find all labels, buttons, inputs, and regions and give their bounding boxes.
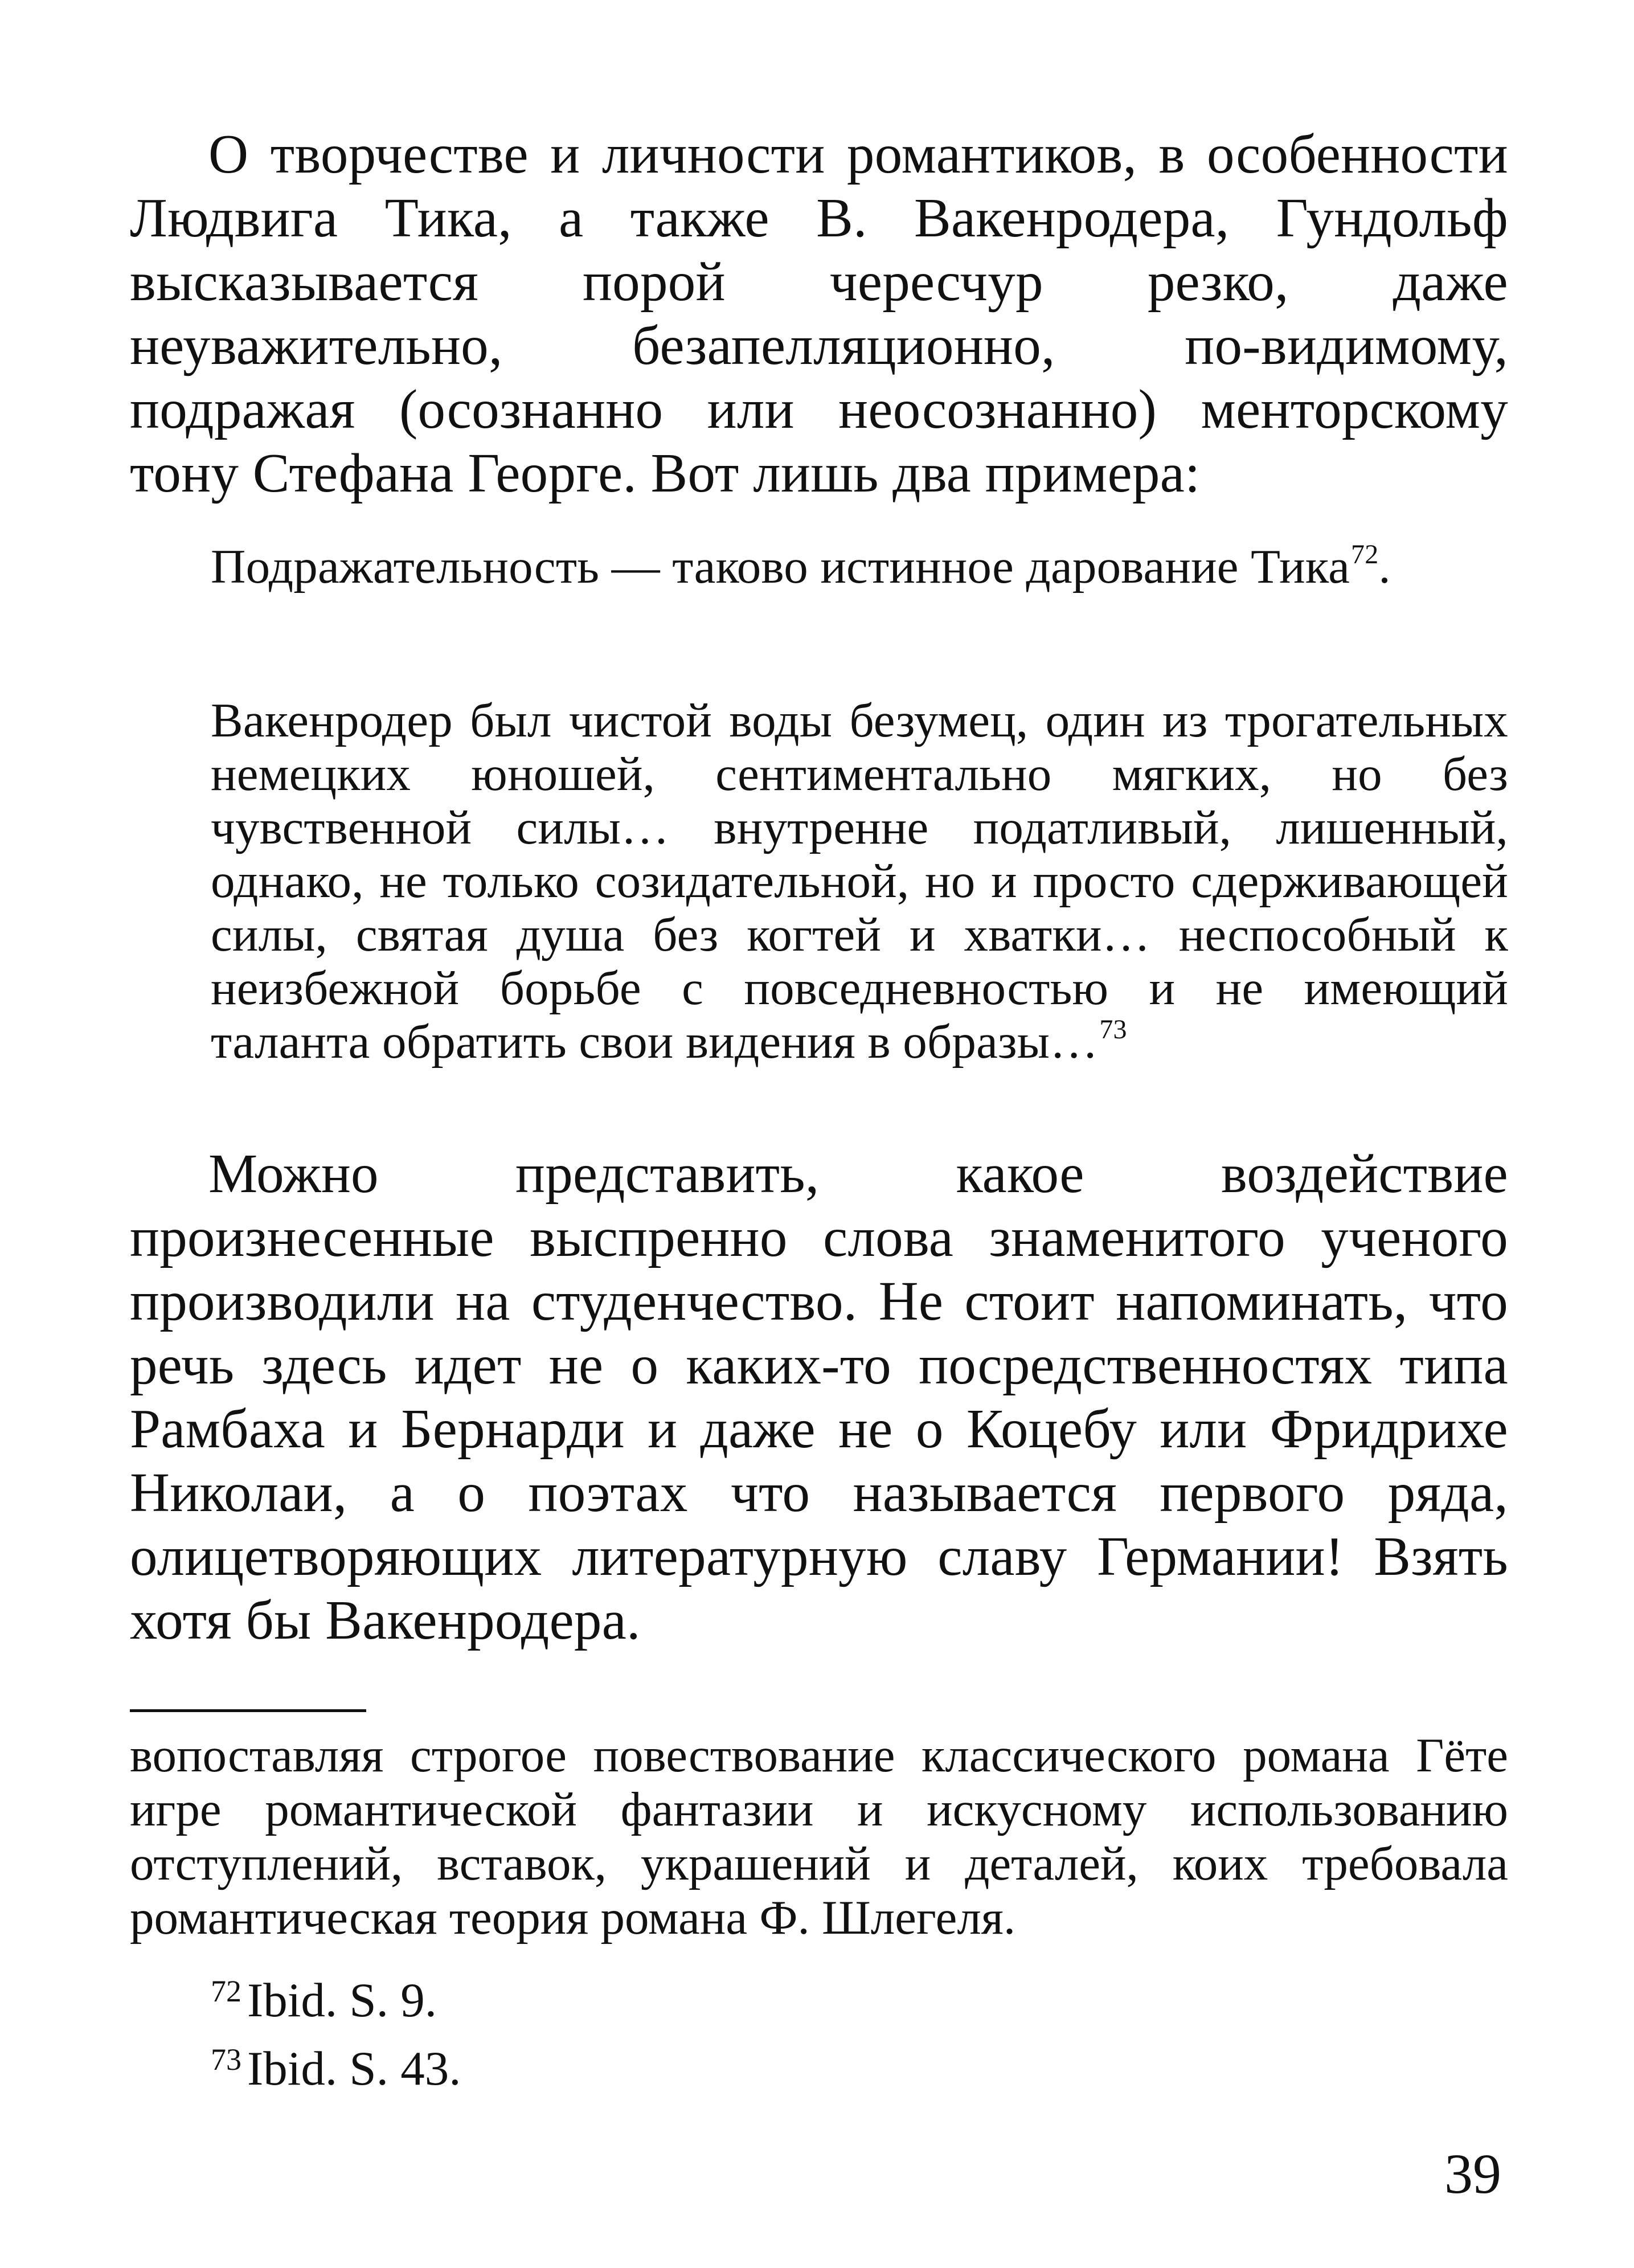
footnote-text: Ibid. S. 9. (247, 1974, 437, 2027)
body-paragraph-2: Можно представить, какое воздействие произнесенные выспренно слова знаменитого ученого производили на студенчество. Не стоит напоминать, что речь здесь идет не о каких-то посредственностях типа Рамбаха и Бернарди и даже не о Коцебу или Фридрихе Николаи, а о поэтах что называется первого ряда, олицетворяющих литературную славу Германии! Взять хотя бы Вакенродера. (130, 1143, 1508, 1651)
page-number: 39 (1444, 2142, 1501, 2205)
block-quote-1-end: . (1378, 540, 1391, 593)
footnote-continuation: вопоставляя строгое повествование классического романа Гёте игре романтической фантазии и искусному использованию отступлений, вставок, украшений и деталей, коих требовала романтическая теория романа Ф. Шлегеля. (130, 1729, 1508, 1944)
footnote-ref-72: 72 (1351, 539, 1379, 570)
footnote-ref-73: 73 (1099, 1014, 1127, 1045)
footnote-separator (130, 1709, 366, 1712)
footnote-72 (211, 1974, 437, 2028)
footnote-number: 73 (211, 2042, 241, 2077)
footnote-text: Ibid. S. 43. (247, 2042, 461, 2095)
block-quote-1-text: Подражательность — таково истинное дарование Тика (211, 540, 1350, 593)
body-paragraph-1: О творчестве и личности романтиков, в особенности Людвига Тика, а также В. Вакенродера, Гундольф высказывается порой чересчур резко, даже неуважительно, безапелляционно, по-видимому, подражая (осознанно или неосознанно) менторскому тону Стефана Георге. Вот лишь два примера: (130, 124, 1508, 503)
block-quote-1 (211, 540, 1508, 593)
footnote-number: 72 (211, 1974, 241, 2008)
footnote-73 (211, 2042, 461, 2096)
block-quote-2 (211, 694, 1508, 1069)
block-quote-2-text: Вакенродер был чистой воды безумец, один из трогательных немецких юношей, сентиментально мягких, но без чувственной силы… внутренне податливый, лишенный, однако, не только созидательной, но и просто сдерживающей силы, святая душа без когтей и хватки… неспособный к неизбежной борьбе с повседневностью и не имеющий таланта обратить свои видения в образы… (211, 694, 1508, 1069)
